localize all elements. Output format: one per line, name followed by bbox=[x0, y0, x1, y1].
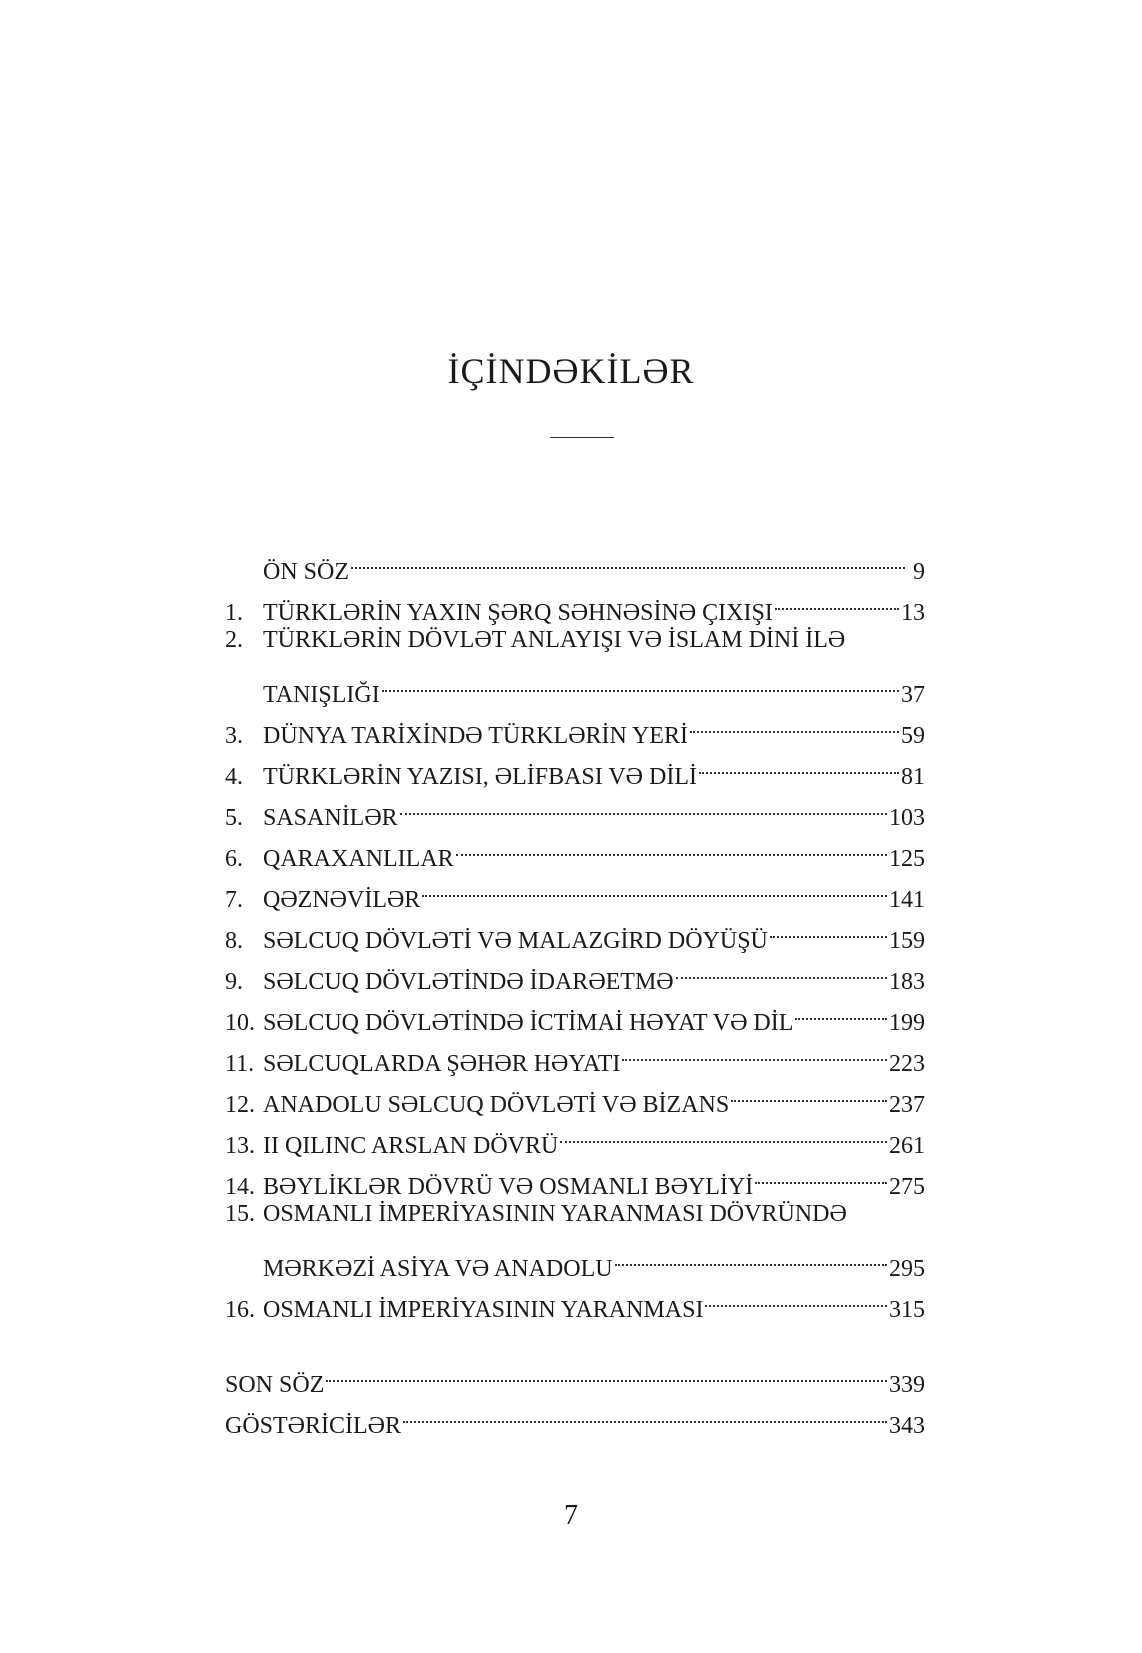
toc-label: TANIŞLIĞI bbox=[263, 682, 380, 708]
toc-number: 16. bbox=[225, 1297, 255, 1323]
toc-page: 199 bbox=[889, 1010, 925, 1036]
toc-label: QƏZNƏVİLƏR bbox=[263, 887, 421, 913]
dot-leader bbox=[351, 538, 905, 579]
toc-title: İÇİNDƏKİLƏR bbox=[447, 351, 695, 391]
toc-row[interactable] bbox=[225, 1194, 925, 1235]
dot-leader bbox=[770, 907, 887, 948]
toc-row[interactable] bbox=[225, 538, 925, 585]
toc-page: 261 bbox=[889, 1133, 925, 1159]
toc-number: 4. bbox=[225, 764, 243, 790]
toc-number: 3. bbox=[225, 723, 243, 749]
dot-leader bbox=[560, 1112, 887, 1153]
toc-label: SON SÖZ bbox=[225, 1372, 325, 1398]
toc-row[interactable] bbox=[225, 1392, 925, 1439]
toc-label: QARAXANLILAR bbox=[263, 846, 454, 872]
toc-label: ANADOLU SƏLCUQ DÖVLƏTİ VƏ BİZANS bbox=[263, 1092, 730, 1118]
toc-label: TÜRKLƏRİN YAXIN ŞƏRQ SƏHNƏSİNƏ ÇIXIŞI bbox=[263, 600, 773, 626]
toc-page: 343 bbox=[889, 1413, 925, 1439]
toc-number: 7. bbox=[225, 887, 243, 913]
page-number: 7 bbox=[564, 1500, 578, 1531]
dot-leader bbox=[456, 825, 887, 866]
toc-row[interactable] bbox=[225, 620, 925, 661]
toc-number: 6. bbox=[225, 846, 243, 872]
title-divider bbox=[550, 437, 614, 438]
toc-label: GÖSTƏRİCİLƏR bbox=[225, 1413, 402, 1439]
dot-leader bbox=[705, 1276, 887, 1317]
toc-page: 37 bbox=[901, 682, 925, 708]
dot-leader bbox=[403, 1392, 887, 1433]
toc-label: DÜNYA TARİXİNDƏ TÜRKLƏRİN YERİ bbox=[263, 723, 688, 749]
toc-number: 1. bbox=[225, 600, 243, 626]
toc-number: 9. bbox=[225, 969, 243, 995]
dot-leader bbox=[382, 661, 899, 702]
dot-leader bbox=[755, 1153, 887, 1194]
dot-leader bbox=[795, 989, 887, 1030]
toc-label: BƏYLİKLƏR DÖVRÜ VƏ OSMANLI BƏYLİYİ bbox=[263, 1174, 754, 1200]
toc-page: 103 bbox=[889, 805, 925, 831]
toc-label: SƏLCUQLARDA ŞƏHƏR HƏYATI bbox=[263, 1051, 621, 1077]
toc-label: SƏLCUQ DÖVLƏTİNDƏ İCTİMAİ HƏYAT VƏ DİL bbox=[263, 1010, 794, 1036]
dot-leader bbox=[699, 743, 899, 784]
toc-label: TÜRKLƏRİN DÖVLƏT ANLAYIŞI VƏ İSLAM DİNİ İLƏ bbox=[263, 627, 846, 653]
dot-leader bbox=[676, 948, 887, 989]
toc-page: 125 bbox=[889, 846, 925, 872]
dot-leader bbox=[622, 1030, 887, 1071]
toc-page: 183 bbox=[889, 969, 925, 995]
dot-leader bbox=[615, 1235, 887, 1276]
toc-page: 159 bbox=[889, 928, 925, 954]
toc-number: 11. bbox=[225, 1051, 255, 1077]
toc-label: SASANİLƏR bbox=[263, 805, 398, 831]
toc-page: 315 bbox=[889, 1297, 925, 1323]
toc-page: 59 bbox=[901, 723, 925, 749]
toc-row[interactable] bbox=[225, 1351, 925, 1398]
toc-number: 10. bbox=[225, 1010, 255, 1036]
toc-number: 12. bbox=[225, 1092, 255, 1118]
toc-number: 8. bbox=[225, 928, 243, 954]
toc-number: 2. bbox=[225, 627, 243, 653]
toc-page: 223 bbox=[889, 1051, 925, 1077]
toc-label: SƏLCUQ DÖVLƏTİNDƏ İDARƏETMƏ bbox=[263, 969, 674, 995]
toc-number: 13. bbox=[225, 1133, 255, 1159]
dot-leader bbox=[422, 866, 887, 907]
toc-label: ÖN SÖZ bbox=[263, 559, 350, 585]
toc-number: 14. bbox=[225, 1174, 255, 1200]
toc-label: OSMANLI İMPERİYASININ YARANMASI DÖVRÜNDƏ bbox=[263, 1201, 847, 1227]
toc-label: OSMANLI İMPERİYASININ YARANMASI bbox=[263, 1297, 704, 1323]
toc-page: 339 bbox=[889, 1372, 925, 1398]
toc-label: MƏRKƏZİ ASİYA VƏ ANADOLU bbox=[263, 1256, 613, 1282]
table-of-contents bbox=[225, 538, 925, 1323]
toc-number: 5. bbox=[225, 805, 243, 831]
toc-page: 81 bbox=[901, 764, 925, 790]
toc-page: 9 bbox=[913, 559, 925, 585]
dot-leader bbox=[326, 1351, 887, 1392]
toc-number: 15. bbox=[225, 1201, 255, 1227]
toc-label: II QILINC ARSLAN DÖVRÜ bbox=[263, 1133, 559, 1159]
dot-leader bbox=[400, 784, 887, 825]
dot-leader bbox=[690, 702, 899, 743]
toc-label: TÜRKLƏRİN YAZISI, ƏLİFBASI VƏ DİLİ bbox=[263, 764, 697, 790]
toc-page: 295 bbox=[889, 1256, 925, 1282]
dot-leader bbox=[775, 579, 899, 620]
toc-page: 13 bbox=[901, 600, 925, 626]
toc-page: 237 bbox=[889, 1092, 925, 1118]
toc-label: SƏLCUQ DÖVLƏTİ VƏ MALAZGİRD DÖYÜŞÜ bbox=[263, 928, 768, 954]
toc-row[interactable] bbox=[225, 1235, 925, 1282]
toc-row[interactable] bbox=[225, 661, 925, 708]
dot-leader bbox=[731, 1071, 887, 1112]
toc-end-matter bbox=[225, 1351, 925, 1439]
toc-page: 275 bbox=[889, 1174, 925, 1200]
toc-page: 141 bbox=[889, 887, 925, 913]
